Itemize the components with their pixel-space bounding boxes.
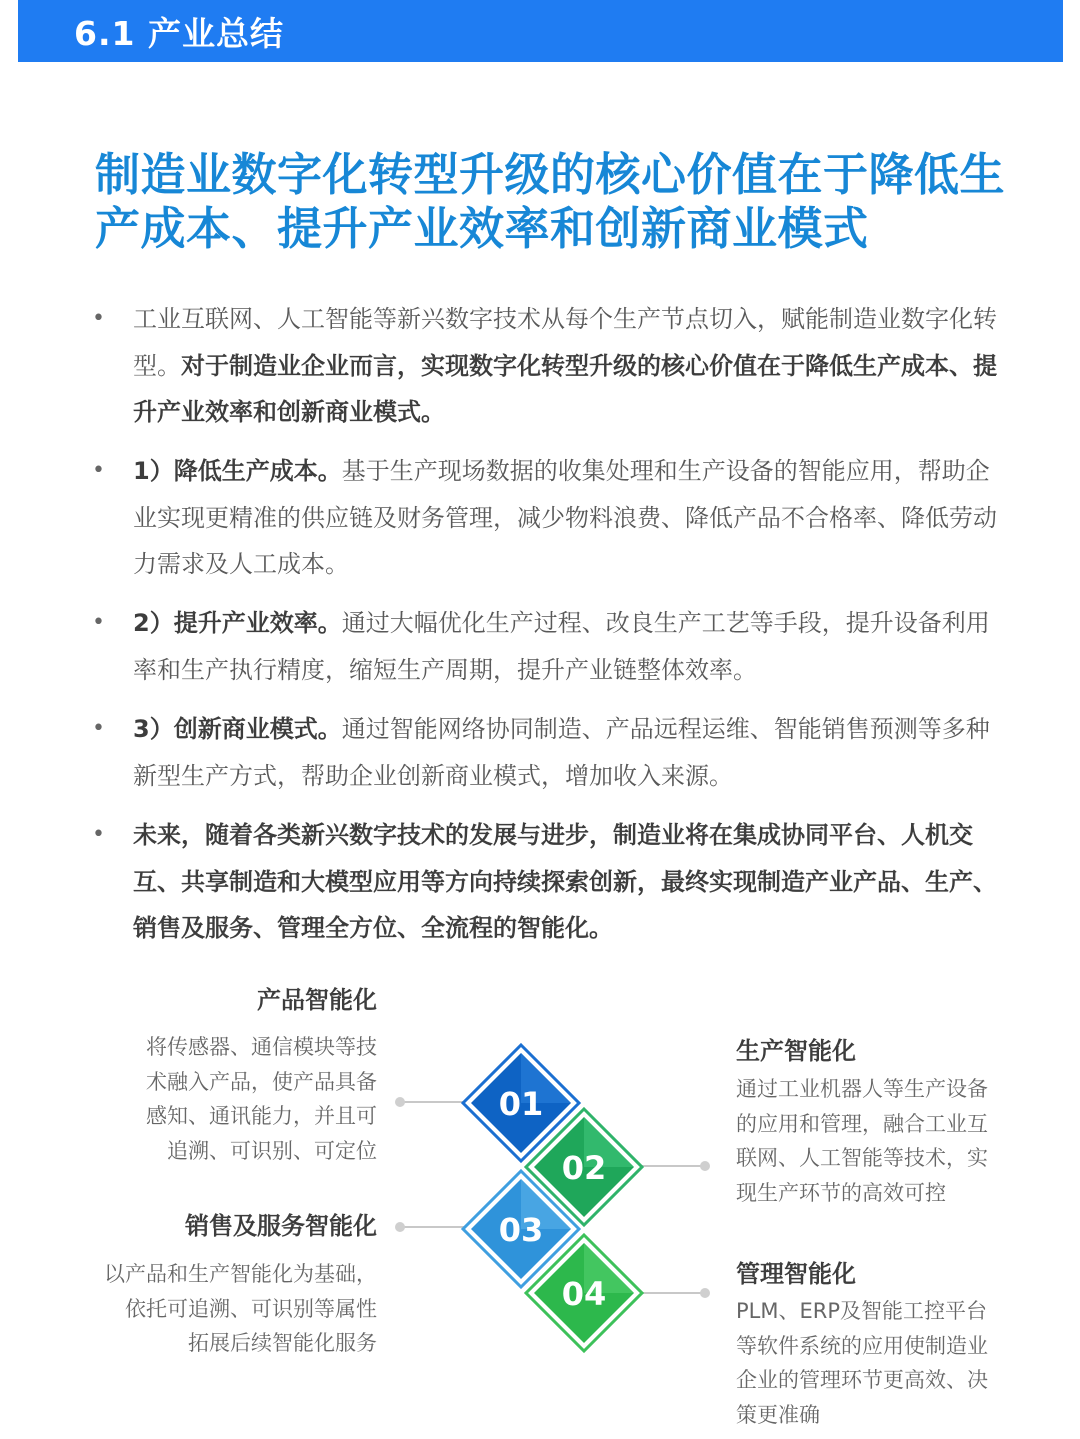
bullet-item-5 <box>92 812 1007 952</box>
desc-line: 联网、人工智能等技术，实 <box>736 1146 988 1170</box>
bullet-dot: • <box>92 306 105 331</box>
bullet-5-bold: 未来，随着各类新兴数字技术的发展与进步，制造业将在集成协同平台、人机交互、共享制造和大模型应用等方向持续探索创新，最终实现制造产业产品、生产、销售及服务、管理全方位、全流程的智能化。 <box>133 821 997 942</box>
item-02-title: 生产智能化 <box>736 1037 856 1065</box>
bullet-item-4 <box>92 706 1007 812</box>
item-03-title: 销售及服务智能化 <box>185 1212 377 1240</box>
bullet-item-1 <box>92 296 1007 448</box>
diamond-04-number: 04 <box>561 1275 607 1313</box>
desc-line: PLM、ERP及智能工控平台 <box>736 1299 988 1323</box>
item-02-desc <box>736 1072 1036 1210</box>
desc-line: 策更准确 <box>736 1402 820 1427</box>
section-header-bar <box>18 0 1063 62</box>
bullet-3-text: 通过大幅优化生产过程、改良生产工艺等手段，提升设备利用率和生产执行精度，缩短生产周期，提升产业链整体效率。 <box>133 609 990 684</box>
desc-line: 的应用和管理，融合工业互 <box>736 1111 988 1136</box>
page-headline <box>95 148 1015 256</box>
item-04-desc <box>736 1294 1036 1432</box>
bullet-3-bold: 2）提升产业效率。 <box>133 609 342 637</box>
bullet-1-bold: 对于制造业企业而言，实现数字化转型升级的核心价值在于降低生产成本、提升产业效率和创新商业模式。 <box>133 351 997 426</box>
bullet-4-text: 通过智能网络协同制造、产品远程运维、智能销售预测等多种新型生产方式，帮助企业创新商业模式，增加收入来源。 <box>133 715 990 790</box>
desc-line: 术融入产品，使产品具备 <box>146 1069 377 1094</box>
diamond-01-number: 01 <box>498 1085 544 1123</box>
desc-line: 企业的管理环节更高效、决 <box>736 1368 988 1392</box>
desc-line: 将传感器、通信模块等技 <box>146 1035 377 1059</box>
bullet-dot: • <box>92 822 105 847</box>
desc-line: 以产品和生产智能化为基础， <box>104 1262 377 1286</box>
diamond-03-number: 03 <box>498 1211 544 1249</box>
item-01-title: 产品智能化 <box>257 986 377 1014</box>
bullet-dot: • <box>92 458 105 483</box>
bullet-dot: • <box>92 610 105 635</box>
desc-line: 追溯、可识别、可定位 <box>167 1138 377 1163</box>
item-03-desc <box>57 1257 377 1361</box>
item-01-desc <box>77 1030 377 1168</box>
desc-line: 现生产环节的高效可控 <box>736 1180 946 1205</box>
bullet-4-bold: 3）创新商业模式。 <box>133 715 342 743</box>
item-04-title: 管理智能化 <box>736 1260 856 1288</box>
intelligence-diagram <box>0 960 1080 1439</box>
bullet-item-2 <box>92 448 1007 600</box>
desc-line: 通过工业机器人等生产设备 <box>736 1077 988 1101</box>
bullet-2-bold: 1）降低生产成本。 <box>133 457 342 485</box>
bullet-item-3 <box>92 600 1007 706</box>
bullet-2-text: 基于生产现场数据的收集处理和生产设备的智能应用，帮助企业实现更精准的供应链及财务管理，减少物料浪费、降低产品不合格率、降低劳动力需求及人工成本。 <box>133 457 997 578</box>
bullet-1-text: 工业互联网、人工智能等新兴数字技术从每个生产节点切入，赋能制造业数字化转型。 <box>133 305 997 380</box>
desc-line: 拓展后续智能化服务 <box>188 1331 377 1355</box>
headline-line-2: 产成本、提升产业效率和创新商业模式 <box>95 202 869 255</box>
desc-line: 依托可追溯、可识别等属性 <box>125 1296 377 1321</box>
section-title: 6.1 产业总结 <box>74 14 284 53</box>
bullet-list <box>92 296 1007 952</box>
bullet-dot: • <box>92 716 105 741</box>
headline-line-1: 制造业数字化转型升级的核心价值在于降低生 <box>95 148 1006 201</box>
diamond-02-number: 02 <box>561 1149 607 1187</box>
desc-line: 感知、通讯能力，并且可 <box>146 1104 377 1128</box>
desc-line: 等软件系统的应用使制造业 <box>736 1333 988 1358</box>
